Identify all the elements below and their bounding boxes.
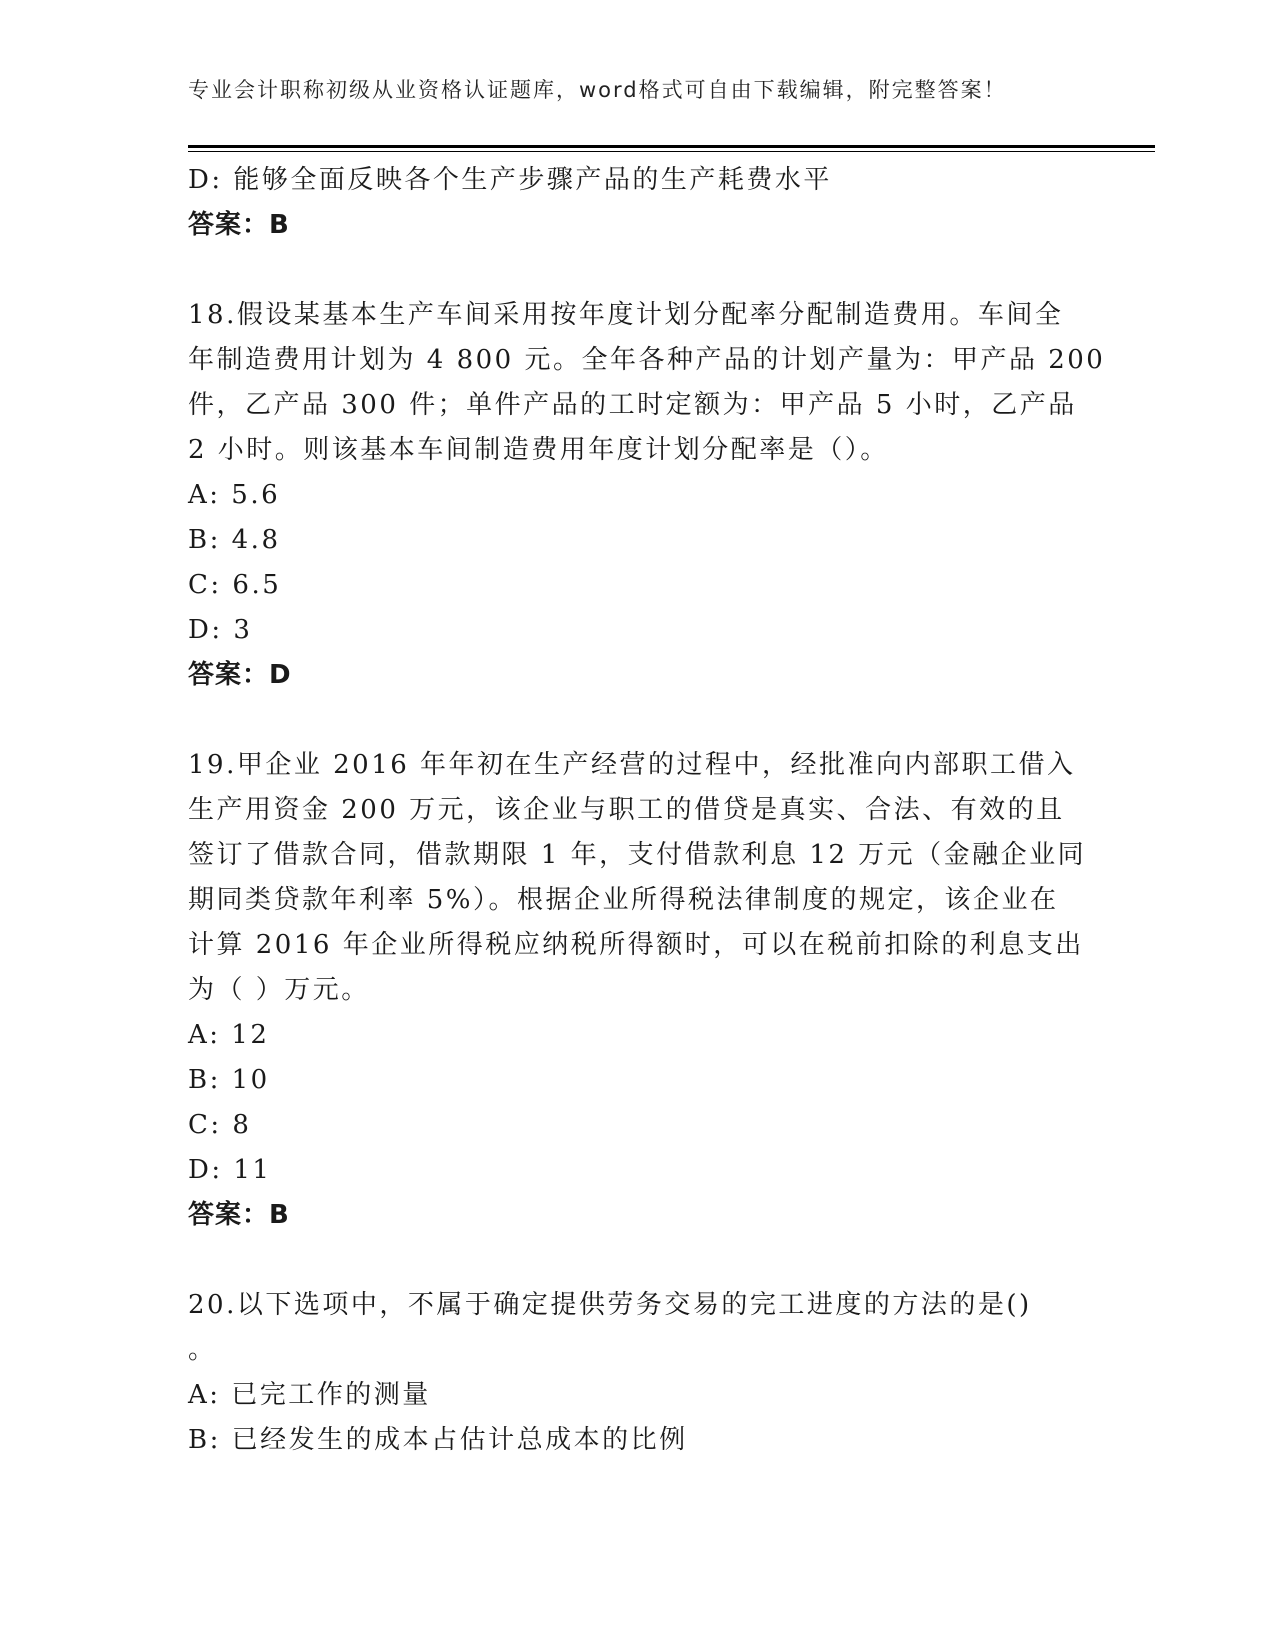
text-line: 生产用资金 200 万元，该企业与职工的借贷是真实、合法、有效的且 [188,795,1065,825]
text-line: A: 已完工作的测量 [188,1380,431,1410]
text-line: 年制造费用计划为 4 800 元。全年各种产品的计划产量为：甲产品 200 [188,345,1106,375]
text-line: D: 能够全面反映各个生产步骤产品的生产耗费水平 [188,165,832,195]
text-line: B: 10 [188,1065,270,1095]
text-line: 18.假设某基本生产车间采用按年度计划分配率分配制造费用。车间全 [188,300,1064,330]
text-line: 计算 2016 年企业所得税应纳税所得额时，可以在税前扣除的利息支出 [188,930,1084,960]
text-line: 为（ ）万元。 [188,975,370,1005]
answer-line: 答案：D [188,660,292,690]
header-rule-thick [188,145,1155,148]
text-line: A: 12 [188,1020,270,1050]
text-line: 19.甲企业 2016 年年初在生产经营的过程中，经批准向内部职工借入 [188,750,1076,780]
text-line: B: 已经发生的成本占估计总成本的比例 [188,1425,688,1455]
header-rule-thin [188,151,1155,152]
page-header: 专业会计职称初级从业资格认证题库，word格式可自由下载编辑，附完整答案！ [188,78,1007,102]
text-line: A: 5.6 [188,480,281,510]
text-line: 件，乙产品 300 件；单件产品的工时定额为：甲产品 5 小时，乙产品 [188,390,1077,420]
text-line: 2 小时。则该基本车间制造费用年度计划分配率是（）。 [188,435,889,465]
spacer [188,698,1088,743]
text-line: B: 4.8 [188,525,281,555]
text-line: D: 3 [188,615,253,645]
spacer [188,1238,1088,1283]
text-line: 20.以下选项中，不属于确定提供劳务交易的完工进度的方法的是() [188,1290,1032,1320]
text-line: 签订了借款合同，借款期限 1 年，支付借款利息 12 万元（金融企业同 [188,840,1087,870]
spacer [188,248,1088,293]
text-line: C: 6.5 [188,570,282,600]
text-line: 期同类贷款年利率 5%）。根据企业所得税法律制度的规定，该企业在 [188,885,1059,915]
text-line: D: 11 [188,1155,272,1185]
answer-line: 答案：B [188,1200,290,1230]
text-line: 。 [188,1335,217,1365]
answer-line: 答案：B [188,210,290,240]
question-content [188,158,1106,1463]
text-line: C: 8 [188,1110,252,1140]
